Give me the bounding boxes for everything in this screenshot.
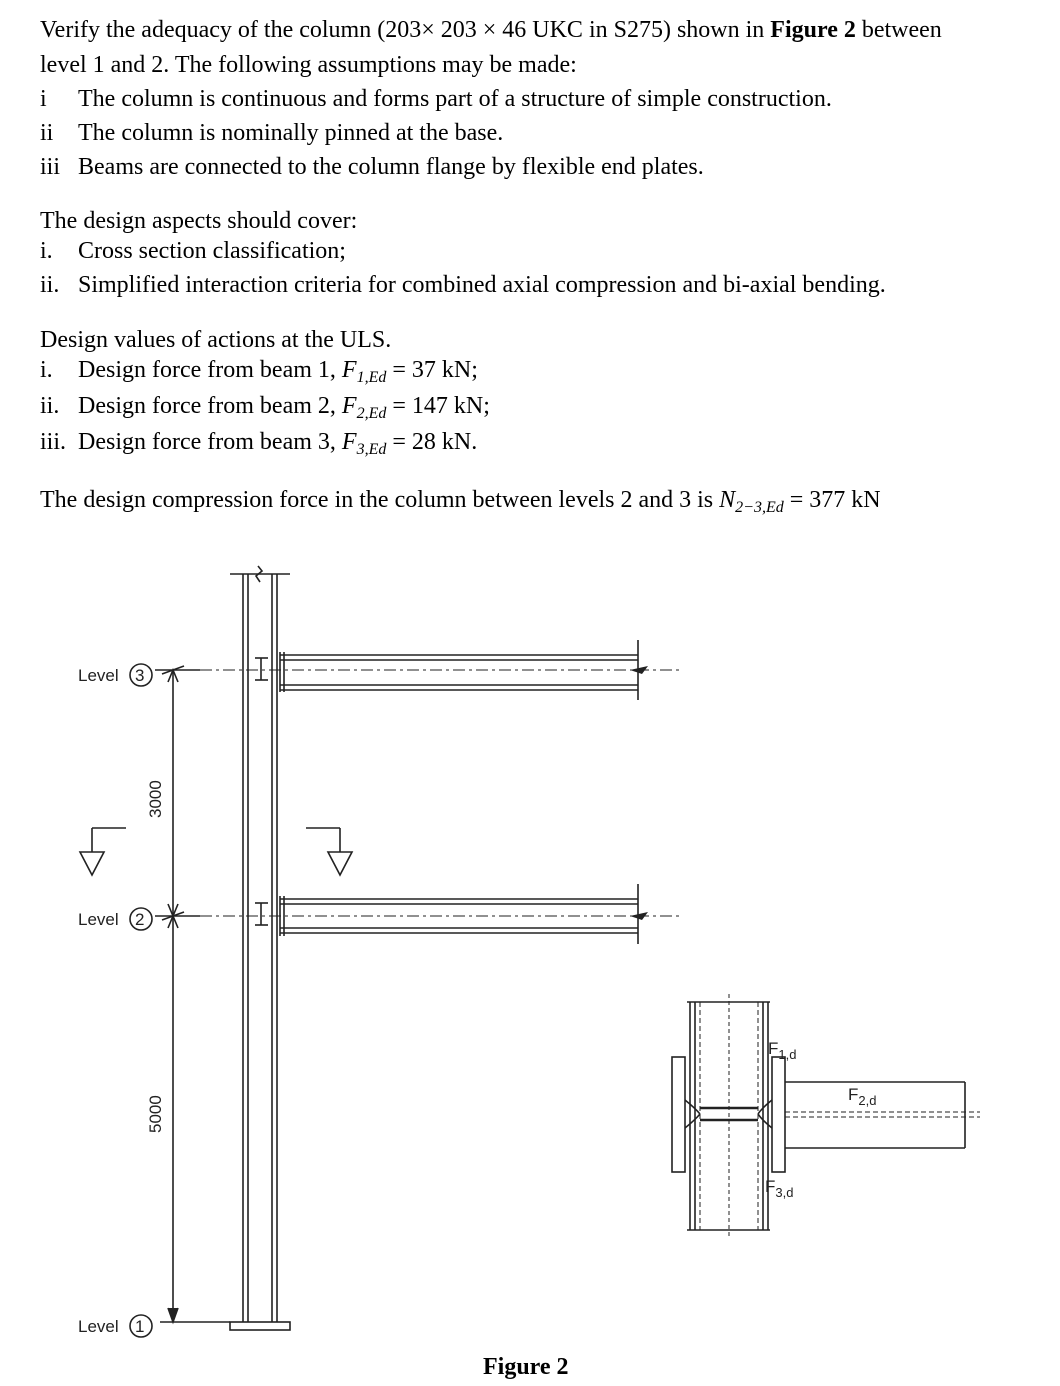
aspect-number: i. — [40, 238, 53, 264]
action-text: Design force from beam 2, — [78, 393, 342, 419]
level-2-number: 2 — [135, 910, 145, 929]
assumption-number: ii — [40, 120, 54, 146]
actions-heading: Design values of actions at the ULS. — [40, 327, 392, 353]
level-3-label: Level — [78, 666, 119, 685]
level-2-label: Level — [78, 910, 119, 929]
intro-text-b: between — [855, 17, 942, 43]
figure-caption: Figure 2 — [483, 1354, 569, 1380]
action-text: Design force from beam 3, — [78, 429, 342, 455]
force-f2-label: $F_{2,d}$ — [848, 1085, 877, 1108]
assumption-text: The column is continuous and forms part of a structure of simple construction. — [78, 86, 832, 112]
aspect-text: Cross section classification; — [78, 238, 346, 264]
compression-text: The design compression force in the column between levels 2 and 3 is — [40, 487, 720, 513]
dimension-3000: 3000 — [146, 780, 165, 818]
section-cut-marker-right — [306, 828, 352, 875]
intro-line-2: level 1 and 2. The following assumptions may be made: — [40, 52, 577, 78]
assumption-number: i — [40, 86, 47, 112]
aspect-number: ii. — [40, 272, 60, 298]
action-symbol: $F_{1,Ed}$ — [341, 357, 387, 386]
intro-text-a: Verify the adequacy of the column (203× 203 × 46 UKC in S275) shown in — [40, 17, 771, 43]
action-number: iii. — [40, 429, 67, 455]
action-value: = 147 kN; — [386, 393, 490, 419]
section-cut-marker-left — [80, 828, 126, 875]
force-f1-label: $F_{1,d}$ — [768, 1039, 797, 1062]
compression-symbol: $N_{2-3,Ed}$ — [719, 487, 784, 516]
assumption-text: The column is nominally pinned at the base. — [78, 120, 504, 146]
dimension-line — [155, 666, 230, 1322]
level-1-label: Level — [78, 1317, 119, 1336]
assumption-text: Beams are connected to the column flange by flexible end plates. — [78, 154, 704, 180]
assumption-number: iii — [40, 154, 61, 180]
dimension-5000: 5000 — [146, 1095, 165, 1133]
action-number: ii. — [40, 393, 60, 419]
level-1-number: 1 — [135, 1317, 145, 1336]
action-value: = 28 kN. — [386, 429, 478, 455]
action-symbol: $F_{2,Ed}$ — [341, 393, 387, 422]
force-f3-label: $F_{3,d}$ — [765, 1177, 794, 1200]
design-aspects-heading: The design aspects should cover: — [40, 208, 358, 234]
compression-value: = 377 kN — [783, 487, 881, 513]
action-symbol: $F_{3,Ed}$ — [341, 429, 387, 458]
action-value: = 37 kN; — [386, 357, 478, 383]
connection-detail — [672, 994, 980, 1238]
figure-reference: Figure 2 — [770, 17, 856, 43]
aspect-text: Simplified interaction criteria for combined axial compression and bi-axial bending. — [78, 272, 886, 298]
action-text: Design force from beam 1, — [78, 357, 342, 383]
action-number: i. — [40, 357, 53, 383]
level-3-number: 3 — [135, 666, 145, 685]
